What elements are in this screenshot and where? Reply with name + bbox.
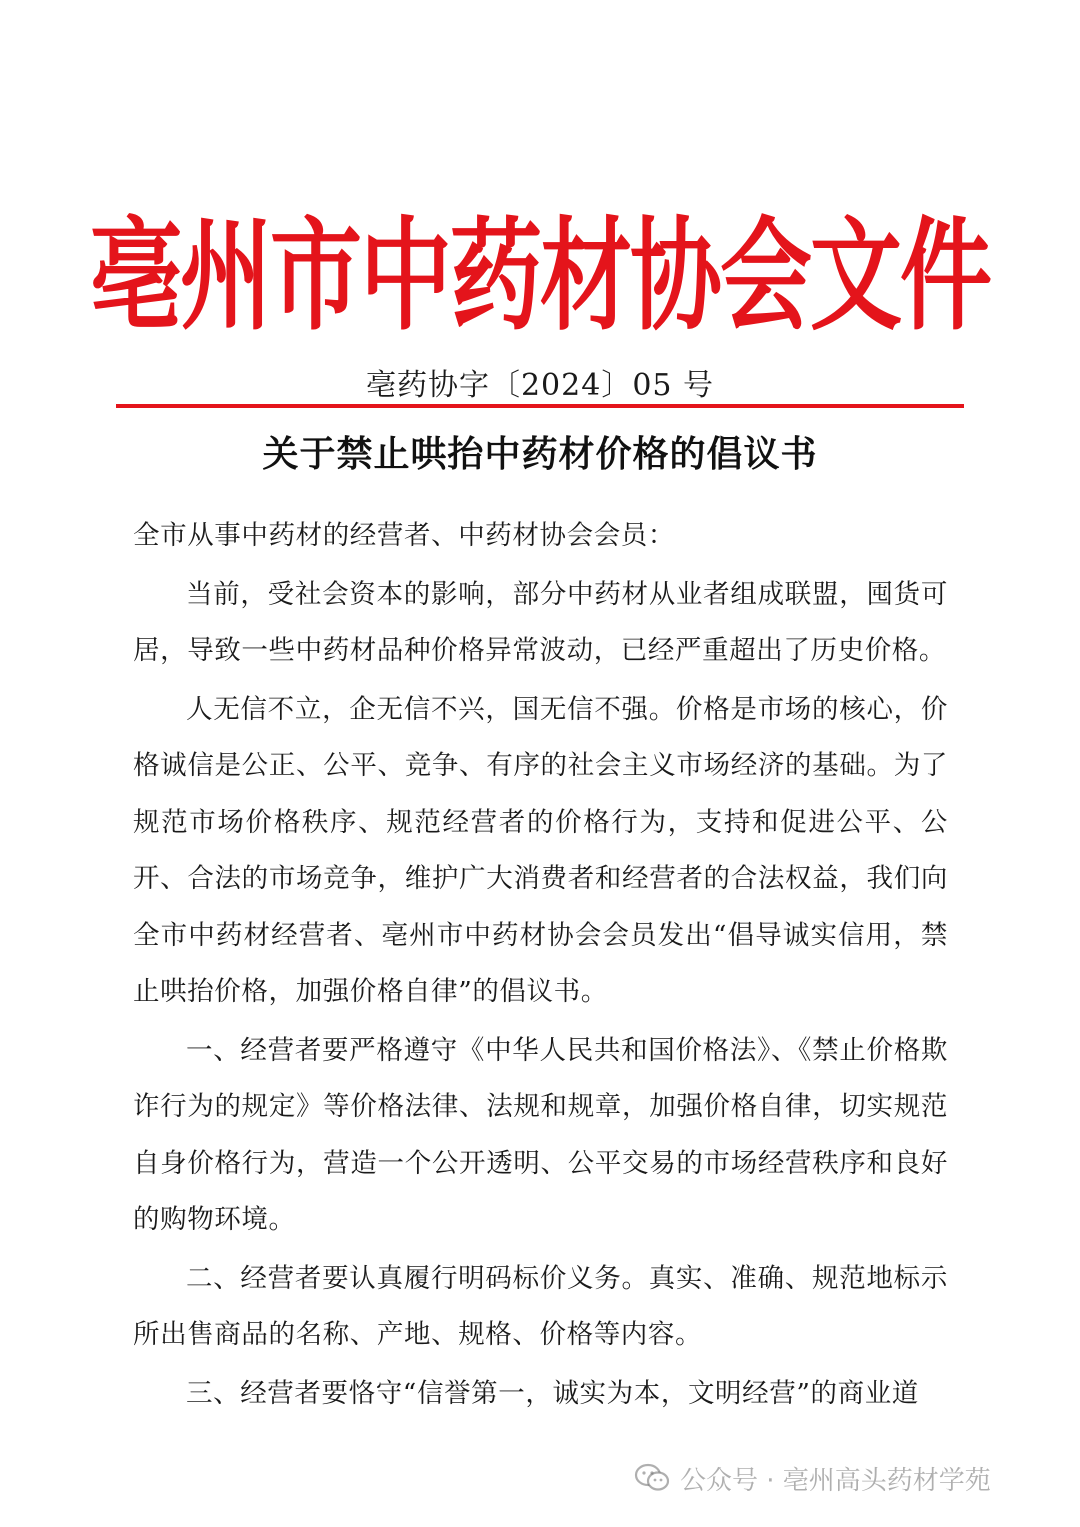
document-body — [133, 508, 948, 1424]
watermark — [634, 1458, 991, 1498]
paragraph: 当前，受社会资本的影响，部分中药材从业者组成联盟，囤货可居，导致一些中药材品种价格异常波动，已经严重超出了历史价格。 — [133, 578, 948, 666]
document-number: 亳药协字〔2024〕05 号 — [365, 368, 715, 403]
paragraph: 二、经营者要认真履行明码标价义务。真实、准确、规范地标示所出售商品的名称、产地、规格、价格等内容。 — [133, 1262, 948, 1350]
wechat-icon — [634, 1463, 670, 1493]
document-title: 关于禁止哄抬中药材价格的倡议书 — [262, 434, 818, 475]
paragraph: 一、经营者要严格遵守《中华人民共和国价格法》、《禁止价格欺诈行为的规定》等价格法律、法规和规章，加强价格自律，切实规范自身价格行为，营造一个公开透明、公平交易的市场经营秩序和良好的购物环境。 — [133, 1034, 948, 1235]
salutation: 全市从事中药材的经营者、中药材协会会员： — [133, 520, 675, 551]
watermark-text: 公众号 · 亳州高头药材学苑 — [680, 1465, 991, 1496]
paragraph: 人无信不立，企无信不兴，国无信不强。价格是市场的核心，价格诚信是公正、公平、竞争、有序的社会主义市场经济的基础。为了规范市场价格秩序、规范经营者的价格行为，支持和促进公平、公开、合法的市场竞争，维护广大消费者和经营者的合法权益，我们向全市中药材经营者、亳州市中药材协会会员发出“倡导诚实信用，禁止哄抬价格，加强价格自律”的倡议书。 — [133, 693, 948, 1007]
issuer-masthead: 亳州市中药材协会文件 — [89, 205, 990, 347]
red-divider — [116, 404, 964, 408]
paragraph: 三、经营者要恪守“信誉第一，诚实为本，文明经营”的商业道 — [186, 1377, 919, 1409]
